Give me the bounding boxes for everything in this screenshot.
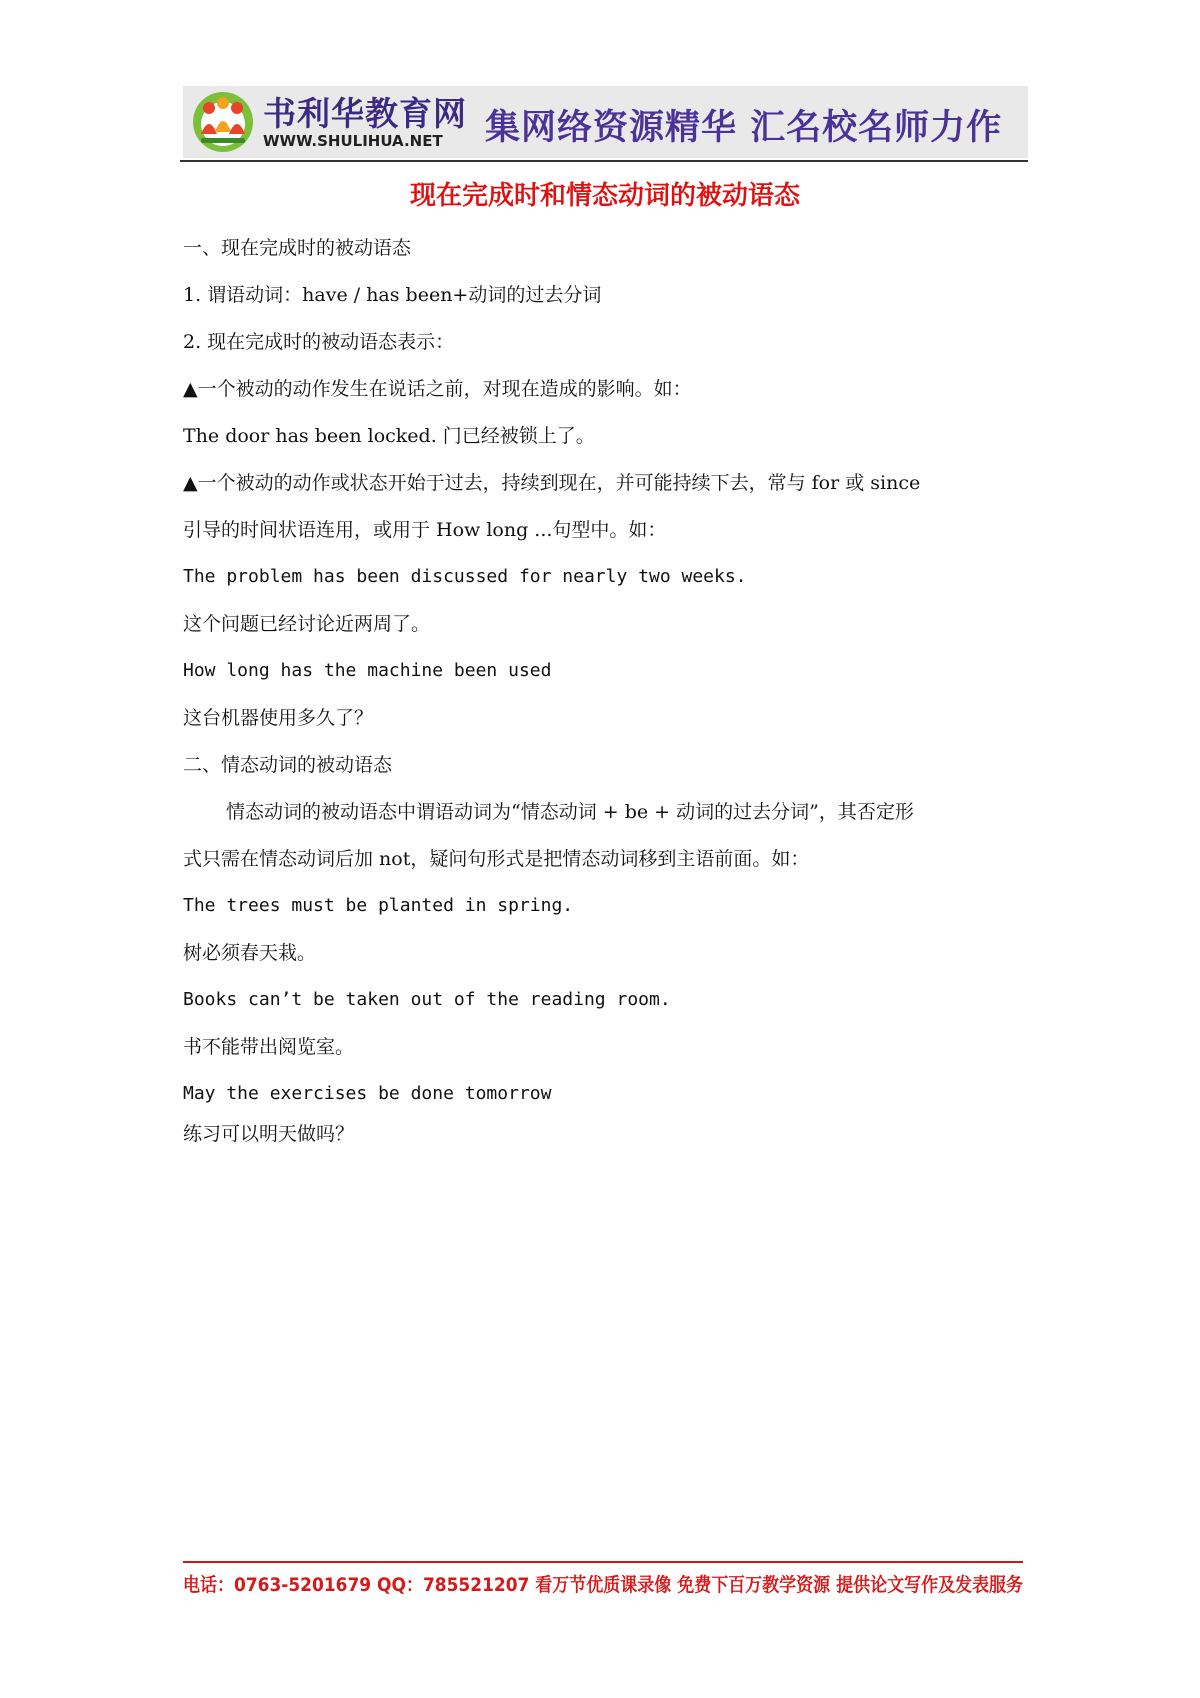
example-translation: 树必须春天栽。: [183, 942, 317, 964]
footer-contact: 电话：0763-5201679 QQ：785521207 看万节优质课录像 免费下百万教学资源 提供论文写作及发表服务: [183, 1574, 1024, 1596]
footer-divider: [183, 1561, 1023, 1563]
example-sentence-en: How long has the machine been used: [183, 660, 552, 681]
section-heading-1: 一、现在完成时的被动语态: [183, 237, 412, 259]
paragraph-line: ▲一个被动的动作或状态开始于过去，持续到现在，并可能持续下去，常与 for 或 since: [183, 472, 921, 494]
paragraph-line: 式只需在情态动词后加 not，疑问句形式是把情态动词移到主语前面。如：: [183, 848, 810, 870]
paragraph-line: 2. 现在完成时的被动语态表示：: [183, 331, 455, 353]
example-sentence-en: The problem has been discussed for nearly two weeks.: [183, 566, 747, 587]
header-divider: [180, 160, 1028, 162]
example-translation: 书不能带出阅览室。: [183, 1036, 355, 1058]
paragraph-line: 情态动词的被动语态中谓语动词为“情态动词 + be + 动词的过去分词”，其否定形: [226, 801, 914, 823]
paragraph-line: ▲一个被动的动作发生在说话之前，对现在造成的影响。如：: [183, 378, 692, 400]
example-line: The door has been locked. 门已经被锁上了。: [183, 425, 595, 447]
header-slogan: 集网络资源精华 汇名校名师力作: [485, 108, 1003, 148]
section-heading-2: 二、情态动词的被动语态: [183, 754, 393, 776]
brand-url: WWW.SHULIHUA.NET: [263, 132, 443, 150]
logo-people-icon: [191, 90, 255, 152]
example-translation: 这个问题已经讨论近两周了。: [183, 613, 431, 635]
example-sentence-en: Books can’t be taken out of the reading room.: [183, 989, 671, 1010]
example-translation: 这台机器使用多久了？: [183, 707, 374, 729]
header-banner: [183, 86, 1028, 158]
example-translation: 练习可以明天做吗？: [183, 1123, 355, 1145]
example-sentence-en: May the exercises be done tomorrow: [183, 1083, 552, 1104]
brand-name: 书利华教育网: [263, 94, 467, 133]
example-sentence-en: The trees must be planted in spring.: [183, 895, 574, 916]
paragraph-line: 1. 谓语动词：have / has been+动词的过去分词: [183, 284, 602, 306]
document-title: 现在完成时和情态动词的被动语态: [409, 181, 800, 211]
paragraph-line: 引导的时间状语连用，或用于 How long ...句型中。如：: [183, 519, 667, 541]
